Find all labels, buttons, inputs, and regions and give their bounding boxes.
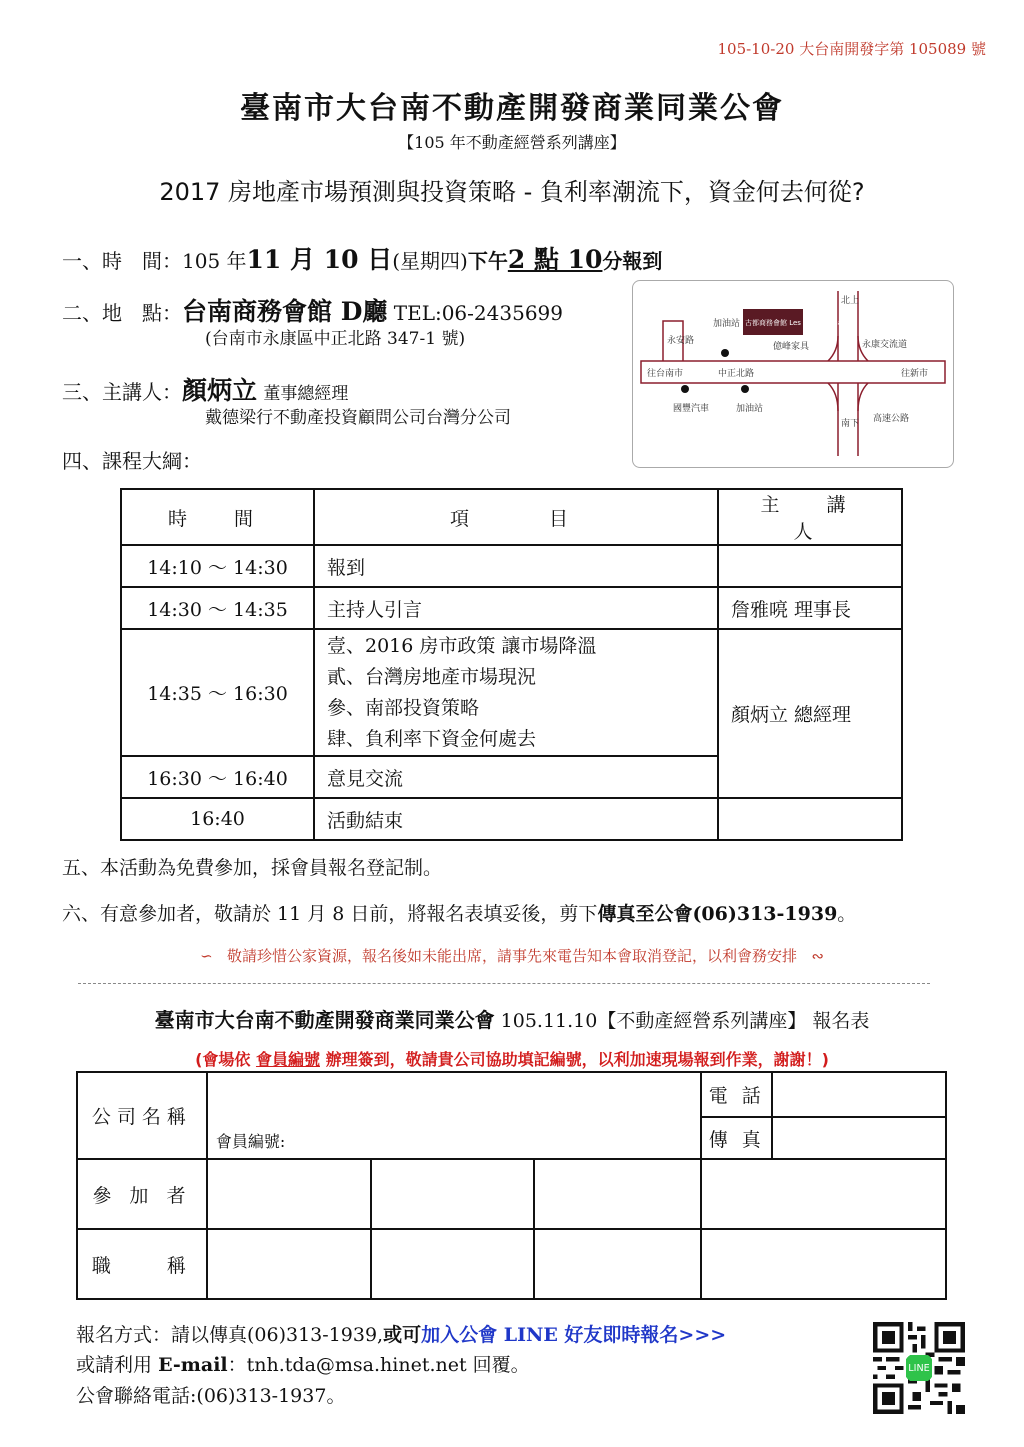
signup-method-or: 或可 [383,1324,422,1346]
signup-method-prefix: 報名方式：請以傳真(06)313-1939, [76,1324,384,1346]
location-map [632,280,954,468]
position-field-2[interactable] [371,1229,534,1299]
email-label: E-mail [158,1354,228,1376]
attendee-field-4[interactable] [701,1159,946,1229]
place-address: (台南市永康區中正北路 347-1 號) [205,329,466,349]
email-prefix: 或請利用 [76,1354,153,1376]
row-item: 主持人引言 [314,587,718,629]
fax-field[interactable] [772,1117,946,1159]
speaker-name: 顏炳立 [182,376,258,405]
notice-free: 五、本活動為免費參加，採會員報名登記制。 [62,857,443,879]
row-time: 14:35 ～ 16:30 [121,629,314,756]
ornament-left-icon: ∽ [200,947,213,965]
phone-field[interactable] [772,1072,946,1117]
map-label-south: 南下 [841,419,860,429]
map-label-zhongzheng: 中正北路 [718,369,755,379]
form-note [0,1047,1024,1070]
event-time [62,240,662,276]
ornament-right-icon: ∾ [811,947,824,965]
map-label-to-tainan: 往台南市 [647,369,684,379]
map-label-furniture: 億峰家具 [773,342,810,352]
row-item: 意見交流 [314,756,718,798]
row-time: 16:40 [121,798,314,840]
warning-note [0,945,1024,966]
row-speaker: 顏炳立 總經理 [718,629,902,798]
event-speaker [62,371,348,407]
form-title [0,1004,1024,1033]
form-title-rest: 105.11.10【不動產經營系列講座】 報名表 [500,1010,870,1032]
member-no-label: 會員編號: [215,1132,286,1151]
row-speaker [718,798,902,840]
position-label: 職 稱 [77,1229,207,1299]
registration-table [76,1071,947,1300]
notice-fax-number: 傳真至公會(06)313-1939 [597,903,838,925]
series-title: 【105 年不動產經營系列講座】 [398,133,626,152]
time-year: 105 年 [182,249,247,273]
map-label-hotel: 古都商務會館 Les Hotel Tainan [745,319,847,327]
speaker-label: 三、主講人： [62,380,182,404]
form-note-post: 辦理簽到，敬請貴公司協助填記編號，以利加速現場報到作業，謝謝！) [320,1050,829,1069]
table-row [121,629,902,756]
map-label-interchange: 永康交流道 [862,340,908,350]
table-row [121,798,902,840]
form-title-org: 臺南市大台南不動產開發商業同業公會 [154,1008,495,1032]
reference-number: 105-10-20 大台南開發字第 105089 號 [717,40,986,58]
company-name-label: 公司名稱 [77,1072,207,1159]
position-field-1[interactable] [207,1229,371,1299]
map-label-to-xinshi: 往新市 [901,369,929,379]
svg-text:LINE: LINE [908,1363,930,1375]
schedule-header-row [121,489,902,545]
attendee-field-1[interactable] [207,1159,371,1229]
agenda-item: 壹、2016 房市政策 讓市場降溫 [327,634,597,657]
map-label-highway: 高速公路 [873,414,910,424]
place-name: 台南商務會館 D廳 [182,297,388,326]
agenda-item: 參、南部投資策略 [327,696,480,719]
attendee-field-3[interactable] [534,1159,701,1229]
map-label-gas1: 加油站 [713,319,741,329]
agenda-item: 貳、台灣房地產市場現況 [327,665,537,688]
col-item: 項 目 [314,489,718,545]
notice-fax-suffix: 。 [837,903,857,925]
form-note-pre: (會場依 [195,1050,256,1069]
table-row [121,545,902,587]
agenda-item: 肆、負利率下資金何處去 [327,727,537,750]
row-item: 報到 [314,545,718,587]
line-signup-link[interactable]: 加入公會 LINE 好友即時報名>>> [421,1324,727,1346]
place-phone: TEL:06-2435699 [393,301,563,325]
phone-label: 電 話 [701,1072,772,1117]
map-label-yongan: 永安路 [667,336,695,346]
cut-line [78,983,930,984]
warning-text: 敬請珍惜公家資源，報名後如未能出席，請事先來電告知本會取消登記，以利會務安排 [226,947,797,965]
map-label-car-dealer: 國豐汽車 [673,404,710,414]
time-suffix: 分報到 [602,249,663,273]
outline-label: 四、課程大綱： [62,449,202,473]
attendee-field-2[interactable] [371,1159,534,1229]
organization-title: 臺南市大台南不動產開發商業同業公會 [240,91,784,126]
schedule-table [120,488,903,841]
qr-drawing [873,1322,965,1414]
time-pm: 下午 [467,249,508,273]
row-time: 16:30 ～ 16:40 [121,756,314,798]
signup-method [76,1320,726,1347]
email-line [76,1350,530,1377]
row-speaker: 詹雅喨 理事長 [718,587,902,629]
line-qr-code-icon[interactable] [873,1322,965,1414]
time-label: 一、時 間： [62,249,182,273]
association-phone: 公會聯絡電話:(06)313-1937。 [76,1385,346,1407]
table-row [121,587,902,629]
row-speaker [718,545,902,587]
speaker-company: 戴德梁行不動產投資顧問公司台灣分公司 [205,408,511,428]
notice-fax [62,899,856,926]
attendee-label: 參 加 者 [77,1159,207,1229]
row-time: 14:10 ～ 14:30 [121,545,314,587]
notice-fax-prefix: 六、有意參加者，敬請於 11 月 8 日前，將報名表填妥後，剪下 [62,903,598,925]
time-hour: 2 點 10 [507,245,603,274]
form-note-member-no: 會員編號 [255,1050,320,1069]
map-label-gas2: 加油站 [736,404,764,414]
position-field-4[interactable] [701,1229,946,1299]
place-label: 二、地 點： [62,301,182,325]
map-label-north: 北上 [841,296,860,306]
row-time: 14:30 ～ 14:35 [121,587,314,629]
time-date: 11 月 10 日 [246,245,393,274]
row-item: 活動結束 [314,798,718,840]
lecture-topic: 2017 房地產市場預測與投資策略 - 負利率潮流下，資金何去何從? [159,178,865,206]
map-drawing [633,281,953,467]
fax-label: 傳 真 [701,1117,772,1159]
speaker-title: 董事總經理 [263,384,349,404]
event-place [62,292,563,328]
position-field-3[interactable] [534,1229,701,1299]
col-time: 時 間 [121,489,314,545]
row-item-list [314,629,718,756]
email-address[interactable]: ：tnh.tda@msa.hinet.net 回覆。 [227,1354,530,1376]
time-weekday: (星期四) [392,249,468,273]
company-name-field[interactable] [207,1072,701,1159]
col-speaker: 主 講 人 [718,489,902,545]
